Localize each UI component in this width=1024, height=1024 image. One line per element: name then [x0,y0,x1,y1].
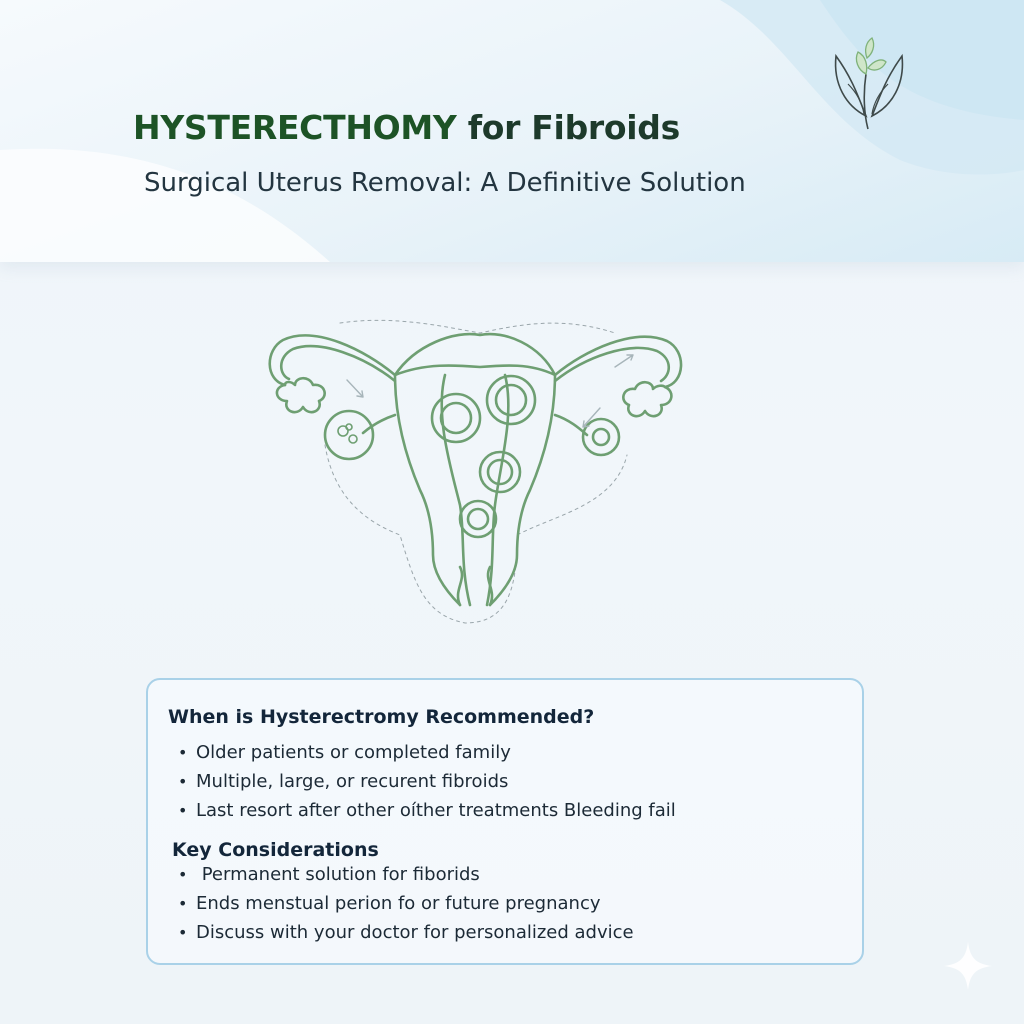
header-banner [0,0,1024,262]
list-item-text: Last resort after other oíther treatments Bleeding fail [196,800,676,821]
bullet-dot-icon: • [178,772,188,791]
list-item [178,860,634,889]
list-item [178,889,634,918]
list-item-text: Older patients or completed family [196,742,511,763]
sparkle-star-icon [942,940,994,992]
bullet-dot-icon: • [178,923,188,942]
info-card [146,678,864,965]
list-item [178,767,676,796]
bullet-dot-icon: • [178,801,188,820]
considerations-list [178,860,634,947]
uterus-with-fibroids-icon [255,305,695,635]
bullet-dot-icon: • [178,865,188,884]
list-item-text: Ends menstual perion fo or future pregnancy [196,893,601,914]
page-subtitle: Surgical Uterus Removal: A Definitive Solution [144,168,746,198]
list-item-text: Multiple, large, or recurent fibroids [196,771,509,792]
list-item-text: Discuss with your doctor for personalized advice [196,922,634,943]
recommended-heading: When is Hysterectromy Recommended? [168,706,595,728]
bullet-dot-icon: • [178,743,188,762]
considerations-heading: Key Considerations [172,839,379,861]
title-accent: HYSTERECTHOMY [133,108,457,147]
list-item [178,738,676,767]
list-item [178,796,676,825]
recommended-list [178,738,676,825]
title-rest: for Fibroids [456,108,680,147]
leaf-sprout-logo-icon [828,34,908,134]
list-item-text: Permanent solution for fiborids [196,864,480,885]
bullet-dot-icon: • [178,894,188,913]
list-item [178,918,634,947]
page-title [133,108,680,147]
